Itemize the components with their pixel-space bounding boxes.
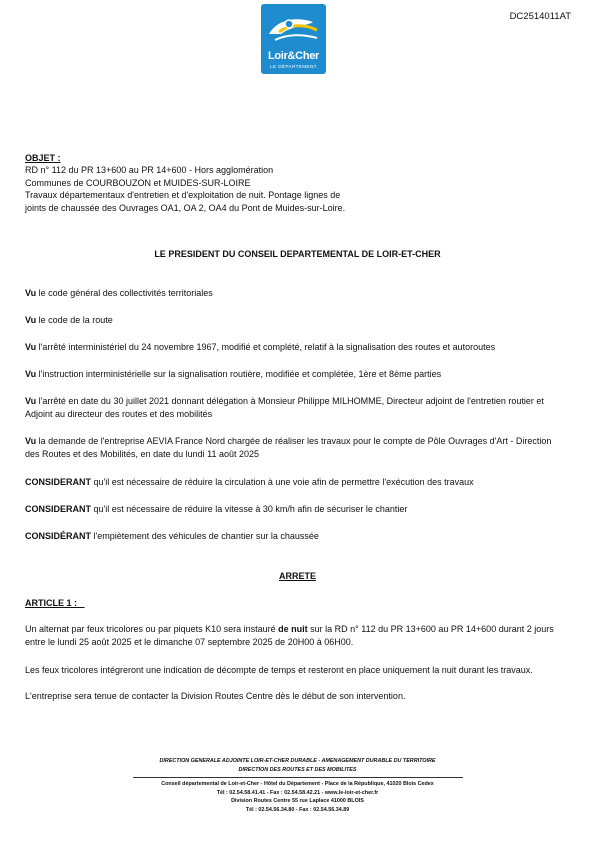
consideration-item	[25, 530, 555, 543]
objet-line: Communes de COURBOUZON et MUIDES-SUR-LOIRE	[25, 177, 251, 188]
article-1-label: ARTICLE 1 :	[25, 598, 85, 608]
article-text: sur la RD n° 112 du PR 13+600 au PR 14+600 durant 2 jours entre le lundi 25 août 2025 et le dimanche 07 septembre 2025 de 20H00 à 06H00.	[25, 624, 554, 647]
consideration-lead: Vu	[25, 396, 37, 406]
footer-divider	[133, 777, 463, 778]
footer-line: DIRECTION DES ROUTES ET DES MOBILITES	[238, 766, 357, 773]
consideration-text: la demande de l'entreprise AEVIA France Nord chargée de réaliser les travaux pour le compte de Pôle Ouvrages d'Art - Direction des Routes et des Mobilités, en date du lundi 11 août 2025	[25, 436, 552, 459]
logo-subtitle: LE DÉPARTEMENT	[270, 64, 317, 69]
article-1-paragraph: Les feux tricolores intégreront une indication de décompte de temps et resteront en place uniquement la nuit durant les travaux.	[25, 665, 533, 675]
department-logo	[261, 4, 326, 74]
consideration-text: le code de la route	[36, 315, 113, 325]
footer-line: Tél : 02.54.58.41.41 - Fax : 02.54.58.42.21 - www.le-loir-et-cher.fr	[216, 789, 379, 796]
consideration-lead: Vu	[25, 342, 37, 352]
consideration-item	[25, 476, 555, 489]
consideration-lead: Vu	[25, 436, 37, 446]
footer-line: Conseil départemental de Loir-et-Cher - Hôtel du Département - Place de la République, 41020 Blois Cedex	[161, 781, 434, 787]
consideration-text: qu'il est nécessaire de réduire la circulation à une voie afin de permettre l'exécution des travaux	[91, 477, 474, 487]
document-reference: DC2514011AT	[509, 11, 571, 22]
consideration-lead: CONSIDERANT	[25, 477, 92, 487]
consideration-item	[25, 395, 555, 420]
loir-et-cher-emblem-icon	[261, 4, 326, 50]
consideration-text: l'empiètement des véhicules de chantier sur la chaussée	[91, 531, 319, 541]
consideration-lead: Vu	[25, 315, 37, 325]
logo-title: Loir&Cher	[267, 50, 320, 62]
consideration-lead: CONSIDÉRANT	[25, 531, 92, 541]
footer-line: Division Routes Centre 55 rue Laplace 41000 BLOIS	[231, 798, 364, 804]
consideration-text: qu'il est nécessaire de réduire la vitesse à 30 km/h afin de sécuriser le chantier	[91, 504, 408, 514]
consideration-lead: Vu	[25, 288, 37, 298]
consideration-lead: CONSIDERANT	[25, 504, 92, 514]
consideration-item	[25, 314, 555, 327]
article-emphasis: de nuit	[278, 624, 308, 634]
article-1-paragraph	[25, 623, 555, 648]
arrete-heading: ARRETE	[278, 571, 316, 581]
consideration-lead: Vu	[25, 369, 37, 379]
article-1-paragraph: L'entreprise sera tenue de contacter la Division Routes Centre dès le début de son intervention.	[25, 691, 406, 701]
footer-line: Tél : 02.54.56.34.80 - Fax : 02.54.56.34.89	[245, 806, 350, 813]
consideration-item	[25, 287, 555, 300]
consideration-text: le code général des collectivités territoriales	[36, 288, 213, 298]
consideration-item	[25, 368, 555, 381]
objet-line: joints de chaussée des Ouvrages OA1, OA 2, OA4 du Pont de Muides-sur-Loire.	[25, 202, 346, 213]
consideration-item	[25, 341, 555, 354]
objet-label: OBJET :	[25, 153, 61, 163]
objet-line: RD n° 112 du PR 13+600 au PR 14+600 - Hors agglomération	[25, 165, 274, 176]
consideration-text: l'arrêté interministériel du 24 novembre 1967, modifié et complété, relatif à la signalisation des routes et autoroutes	[36, 342, 496, 352]
page-footer	[0, 757, 595, 814]
consideration-item	[25, 503, 555, 516]
objet-block	[25, 152, 345, 214]
consideration-item	[25, 435, 555, 460]
president-heading: LE PRESIDENT DU CONSEIL DEPARTEMENTAL DE LOIR-ET-CHER	[154, 249, 441, 259]
consideration-text: l'instruction interministérielle sur la signalisation routière, modifiée et complétée, 1ère et 8ème parties	[36, 369, 442, 379]
objet-line: Travaux départementaux d'entretien et d'exploitation de nuit. Pontage lignes de	[25, 190, 341, 201]
footer-line: DIRECTION GENERALE ADJOINTE LOIR-ET-CHER DURABLE - AMENAGEMENT DURABLE DU TERRITOIRE	[159, 758, 436, 764]
article-text: Un alternat par feux tricolores ou par piquets K10 sera instauré	[25, 624, 279, 634]
consideration-text: l'arrêté en date du 30 juillet 2021 donnant délégation à Monsieur Philippe MILHOMME, Directeur adjoint de l'entretien routier et Adjoint au directeur des routes et des mobilités	[25, 396, 544, 419]
